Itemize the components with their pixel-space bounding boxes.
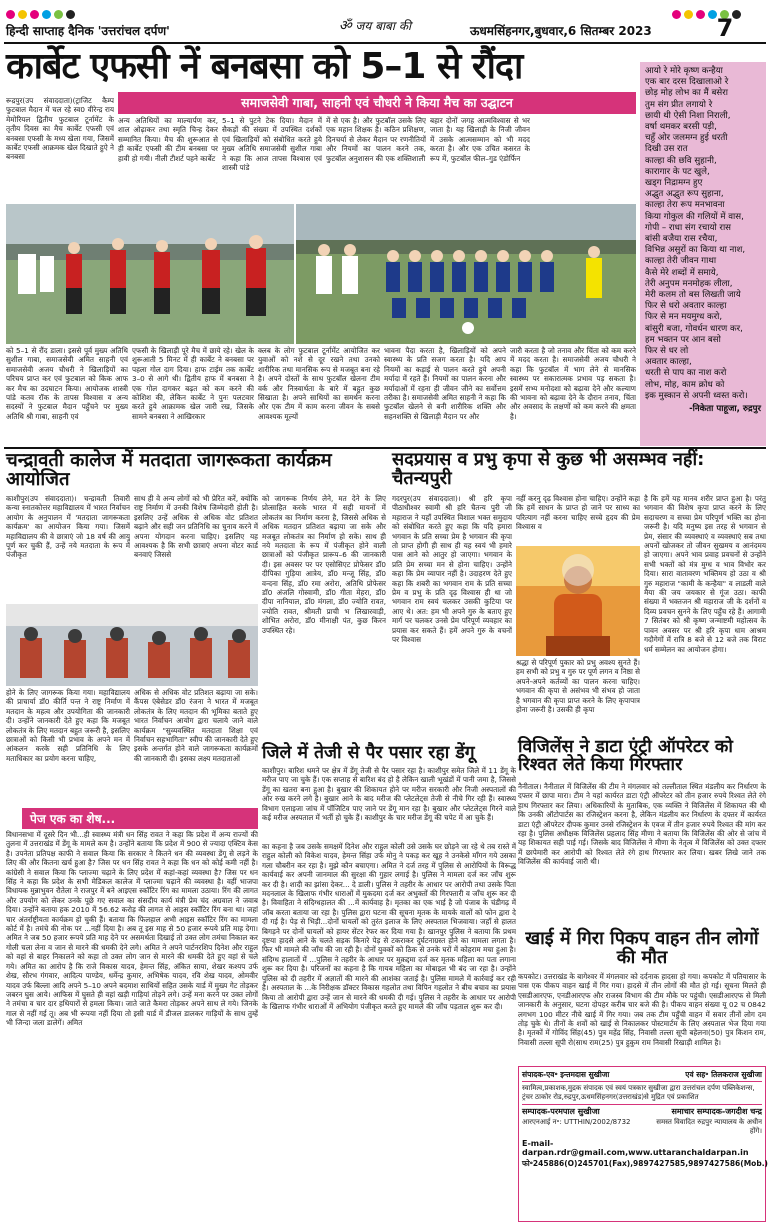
imprint-phone: फो॰245886(O)245701(Fax),9897427585,9897427586(Mob.)	[522, 1159, 768, 1168]
poem-line: कैसे मेरे शब्दों में समाये,	[645, 267, 719, 278]
satprayas-caption: श्रद्धा से परिपूर्ण पुकार को प्रभु अवश्य सुनते हैं। हम सभी को प्रभु व गुरु पर पूर्ण लगन व निष्ठा से अपने-अपने कर्तव्यों का पालन करना चाहिए। भगवान की कृपा से असंभव भी संभव हो जाता है भगवान की कृपा प्राप्त करने के लिए कृपापात्र होना जरूरी है। उसकी ही कृपा	[516, 658, 640, 715]
imprint-desk	[522, 1104, 762, 1116]
lead-col5: बहार दोनों जगह आत्मविश्वास से भर जाता है। यह खिलाड़ी के निजी जीवन में उसके आत्मसम्मान को भी मदद करता है। और एक उचित कसरत के रूप में, फुटबॉल फील–गुड एंडोर्फिन	[430, 116, 530, 163]
imprint-line2: ट्रंचर ठाकोर रोड,रुद्रपुर,ऊधमसिंहनगर(उत्तराखंड)से मुद्रित एवं प्रकाशित	[522, 1093, 699, 1101]
lead-lower2: एफसी के खिलाड़ी पूरे मैच में छाये रहे। खेल के शुरूआती 5 मिनट में ही कार्बेट ने बनबसा पर पहला गोल दाग दिया। हाफ टाईम तक कार्बेट 3–0 से आगे थी। द्वितीय हाफ में बनबसा ने एक गोल दागकर बढ़त को कम करने की कोशिश की, लेकिन कार्बेट ने पुनः पलटवार करते हुये आक्रामक खेल जारी रख, जिसके सामने बनबसा ने आखिरकार	[132, 346, 254, 421]
color-dot	[18, 10, 27, 19]
poem-line: छोड़ मोह लोभ का मैं बसेरा	[645, 88, 728, 99]
chandravati-lower1: होने के लिए जागरूक किया गया। महाविद्यालय की प्राचार्या डॉ0 कीर्ति पन्त ने राष्ट्र निर्माण में मतदान के महत्व और उपयोगिता की जानकारी दी। उन्होंने जानकारी देते हुए कहा कि मजबूत लोकतंत्र के लिए मतदान बहुत जरूरी है, इसलिए छात्राओं को किसी भी प्रभाव के अपने मन में आंकलन करके सही प्रतिनिधि के लिए मताधिकार का प्रयोग करना चाहिए,	[6, 688, 130, 763]
color-dot	[42, 10, 51, 19]
khai-body: कपकोट। उत्तराखंड के बागेश्वर में मंगलवार को दर्दनाक हादसा हो गया। कपकोट में पतियासार के पास एक पीकप वाहन खाई में गिर गया। हादसे में तीन लोगों की मौत हो गई। सूचना मिलते ही एसडीआरएफ, एनडीआरएफ और राजस्व विभाग की टीम मौके पर पहुंची। एसडीआरएफ से मिली जानकारी के अनुसार, घटना दोपहर करीब चार बजे की है। पीकप वाहन संख्या यू 02 च 0842 लगभग 100 मीटर नीचे खाई में गिर गया। जब तक टीम पहुँची वाहन में सवार तीनों लोग दम तोड़ चुके थे। तीनों के शवों को खाई से निकालकर पोस्टमार्टम के लिए अस्पताल भेज दिया गया है। मृतकों में गोविंद सिंह(45) पुत्र महेंद्र सिंह, निवासी तल्ला सूपी बहेलना(50) पुत्र किशन राम, निवासी तल्ला सूपी रो(साथ राम(25) पुत्र हुकुम राम निवासी रिखाड़ी शामिल है।	[518, 972, 766, 1047]
poem-line: फिर से धरो अवतार काल्हा	[645, 301, 727, 312]
lead-col3: 5–1 से पुटने टेक दिया। मैदान में सैकड़ों की संख्या में उपस्थित दर्शकों एवं खिलाड़ियों को संबोधित करते हुये मुख्य अतिथि समाजसेवी सुशील गाबा ने कहा कि आज तापस विश्वास एवं शास्त्री पांडे	[222, 116, 322, 173]
imprint-rni: आरएनआई न॰: UTTHIN/2002/8732	[522, 1118, 631, 1126]
poem-line: अवतार काल्हा,	[645, 357, 692, 368]
chandravati-col2: साथ ही वे अन्य लोगों को भी प्रेरित करें, क्योंकि राष्ट्र निर्माण में उनकी विशेष जिम्मेदारी होती है। इसलिए उन्हें अधिक से अधिक वोट प्रतिशत बढ़ाने और सही जन प्रतिनिधि का चुनाव करने में अपना योगदान करना चाहिए। इसलिए यह आवश्यक है कि सभी छात्राएं अपना वोटर कार्ड बनवाएं जिससे	[134, 494, 258, 560]
poem-line: इक मुस्कान से अपनी ध्वस्त करो।	[645, 390, 748, 401]
imprint-co-editor: एवं सह॰ तिलकराज सुखीजा	[685, 1070, 762, 1079]
poem-box	[640, 62, 766, 446]
imprint-editor: संपादक-एव॰ इन्तमदास सुखीजा	[522, 1070, 610, 1079]
poem-line: किया गोकुल की गलियों में वास,	[645, 211, 744, 222]
satprayas-photo	[516, 546, 640, 656]
poem-line: विभिन्न असुरों का किया था नाश,	[645, 245, 746, 256]
lead-col2: अन्य अतिथियों का माल्यार्पण कर, शाल ओढ़ाकर तथा स्मृति चिन्ह देकर सम्मानित किया। मैच की शुरूआत से ही कार्बेट एफसी की टीम बनबसा पर हावी हो गयी। नीली टीशर्ट पहने कार्बेट	[118, 116, 218, 163]
dengue-headline: जिले में तेजी से पैर पसार रहा डेंगू	[262, 743, 475, 763]
dateline: ऊधमसिंहनगर,बुधवार,6 सितम्बर 2023	[470, 24, 652, 38]
lead-photo-match	[6, 204, 294, 344]
om-icon: ॐ	[338, 18, 352, 34]
poem-line: गोपी – राधा संग रचायो रास	[645, 222, 731, 233]
color-dot	[6, 10, 15, 19]
imprint-box	[518, 1066, 766, 1222]
lower-mid-body: का कहना है जब उसके समक्षमें दिनेश और राहुल कोली उसे उसके घर छोड़ने जा रहे थे तब रास्ते में राहुल कोली को विकेश यादव, हेमन्त सिंहा उर्फ मोनु ने पकड़ कर खूह ने उनकेसे माँगन गये उसका गला चौबरीन कर रहा है। मुझे कौन बचाएगा। अमित ने दर्ज तरह में पुलिस से आरोपियों के विरूद्ध कार्यवाई कर अपनी जानमाल की सुरक्षा की गुहार लगाई है। पुलिस ने मामला दर्ज कर जाँच शुरू कर दी है। शादी का झांसा देकर... दे डाली। पुलिस ने तहरीर के आधार पर आरोपी तथा उसके पिता मदनलाल के खिलाफ गंभीर धाराओं में मुकदमा दर्ज कर अभुक्तों की गिरफ्तारी व जाँच शुरू कर दी है। विवाहिता ने संदिग्धहालत की ...में कार्यवाह है। मृतका का एक भाई है जो पंजाब के चंडीगढ़ में जॉब करता बताया जा रहा है। पुलिस द्वारा घटना की सूचना मृतक के मायके वालों को फोन द्वारा दे दी गई है। पेड़ से भिड़ी...दोनों घायलों को तुरंत इलाज के लिए अस्पताल भिजवाया। जहाँ से हालत बिगड़ने पर दोनों घायलों को हायर सेंटर रेफर कर दिया गया है। खानपुर पुलिस ने बताया कि प्रथम दृष्टया हादसे आने के चलते सड़क किनारे पेड़ से टकराकर दुर्घटनाग्रस्त होने का मामला लगता है। फिर भी मामले की जाँच की जा रही है। दोनों युवकों को ठिक से उनके घरों में कोहराम मचा हुआ है। संदिग्ध हालातों में ...पुलिस ने तहरीर के आधार पर मुक़द्दमा दर्ज कर मृतक महिला का पता लगाना शुरू कर दिया है। परिजनों का कहना है कि गायब महिला का मोबाइल भी बंद जा रहा है। उन्होंने पुलिस को दी तहरीर में अज्ञातों की मारने की आशंका जताई है। पुलिस मामले में कार्रवाई कर रही है। अस्पताल के ...के निरीक्षक डॉक्टर विकास गहलोत तथा विपिन गहलोत ने बीच बचाव का प्रयास किया तो आरोपी द्वारा उन्हें जान से मारने की धमकी दी गई। पुलिस ने तहरीर के आधार पर आरोपी के खिलाफ गंभीर धाराओं में अभियोग पंजीकृत करते हुए मामले की जाँच पड़ताल शुरू कर दी।	[262, 842, 516, 1011]
poem-line: तुम संग प्रीत लगायो रे	[645, 99, 713, 110]
poem-line: बांसी बजैया रास रचैया,	[645, 234, 718, 245]
poem-lines	[645, 66, 761, 402]
khai-headline: खाई में गिरा पिकप वाहन तीन लोगों की मौत	[525, 928, 759, 968]
lead-lower5: जारी करता है जो तनाव और चिंता को कम करने में मदद करता है। समाजसेवी अजय चौधरी ने कहा कि फुटबॉल में भाग लेने से मानसिक स्वास्थ्य पर सकारात्मक प्रभाव पड़ सकता है। इसमें सभ्य मनोदशा को बढ़ावा देने और कल्याण की भावना को बढ़ावा देने के दौरान तनाव, चिंता और अवसाद के लक्षणों को कम करने की क्षमता है।	[510, 346, 636, 421]
imprint-email[interactable]: E-mail-darpan.rdr@gmail.com,www.uttaranchaldarpan.in	[522, 1139, 749, 1157]
poem-line: अद्भुत अद्भुत रूप सुहाना,	[645, 189, 724, 200]
poem-author: -निकेता पाहूजा, रुद्रपुर	[689, 404, 761, 415]
lead-headline: कार्बेट एफसी नें बनबसा को 5–1 से रौंदा	[6, 46, 523, 87]
poem-line: मेरी कलम तो बस लिखती जाये	[645, 290, 741, 301]
poem-line: वर्षा थमकर बरसी पड़ी,	[645, 122, 717, 133]
color-dot	[684, 10, 693, 19]
vigilance-body: नैनीताल। नैनीताल में विजिलेंस की टीम ने मंगलवार को तल्लीताल स्थित मंडलीय कर निर्धारण के दफ्तर में छापा मारा। टीम ने यहां कार्यरत डाटा एंट्री ऑपरेटर को तीन हजार रुपये रिश्वत लेते रंगे हाथ गिरफ्तार कर लिया। अधिकारियों के मुताबिक, एक व्यक्ति ने विजिलेंस में शिकायत की थी कि उनकी ऑटोपार्टस का रजिस्ट्रेशन करना है, लेकिन मंडलीय कर निर्धारण के दफ्तर में कार्यरत डाटा एंट्री ऑपरेटर दीपक कुमार उनसे रजिस्ट्रेशन के एवज में तीन हजार रुपये रिश्वत की मांग कर रहा है। पुलिस अधीक्षक विजिलेंस प्रहलाद सिंह मीणा ने बताया कि विजिलेंस की ओर से जांच में यह शिकायत सही पाई गई। जिसके बाद विजिलेंस ने मीणा के नेतृत्व में विजिलेंस को उक्त दफ्तर में छापेमारी कर आरोपी को रिश्वत लेते रंगे हाथ गिरफ्तार कर लिया। खबर लिखे जाने तक विजिलेंस की कार्यवाई जारी थी।	[518, 782, 766, 867]
lead-col4: में से एक है। और फुटबॉल उसके लिए एक महान शिक्षक है। कठिन प्रशिक्षण, दिनचर्या से लेकर मैदान पर रणनीतियों और नियमों का पालन करने तक, फुटबॉल अनुशासन की एक शक्तिशाली	[326, 116, 426, 163]
color-dot	[672, 10, 681, 19]
poem-line: धरती से पाप का नाश करो	[645, 368, 727, 379]
lead-lower1: को 5–1 से रौंद डाला। इससे पूर्व मुख्य अतिथि सुशील गाबा, समाजसेवी अमित साहनी एवं समाजसेवी अजय चौधरी ने खिलाड़ियों का परिचय प्राप्त कर एवं फुटबाल को किक आफ कर मैच का उदघाटन किया। आयोजक शास्त्री पांडे कतव रॉक के तापस विश्वास व अन्य सदस्यों ने फुटबाल मैदान पहुँचने पर मुख्य अतिथि श्री गाबा, साहनी एवं	[6, 346, 128, 421]
imprint-desk-left: सम्पादक-परमपाल सुखीजा	[522, 1107, 600, 1116]
lead-lower3: क्लब के लोग फुटबाल टूर्नामेंट आयोजित कर युवाओं को नशे से दूर रखने तथा उनको शारीरिक तथा मानसिक रूप से मजबूत बना रहे है। अपने दोस्तों के साथ फुटबॉल खेलना टीम वर्क और निःस्वार्थता के बारे में बहुत कुछ सिखाता है। अपने साथियों का समर्थन करना और एक टीम में काम करना जीवन के सबसे आवश्यक मूल्यों	[258, 346, 380, 421]
chandravati-photo	[6, 604, 258, 686]
page-number: 7	[716, 14, 734, 42]
vigilance-headline: विजिलेंस ने डाटा एंट्री ऑपरेटर को रिश्वत लेते किया गिरफ्तार	[518, 737, 733, 776]
satprayas-col3: है कि हमें यह मानव शरीर प्राप्त हुआ है। परंतु भगवान की विशेष कृपा प्राप्त करने के लिए सदाचरण व सच्चा प्रेम परिपूर्ण भक्ति का होना जरूरी है। यदि मनुष्य इस तरह से भगवान से प्रेम, संसार की व्यवस्थाएं व व्यवस्थाएं सब तथा अपनों खोजकर तो जीवन सुखमय व आनंदमय हो जाएगा। अपने भाव प्रवाह प्रवचनों से उन्होंने सभी भक्तों को मंत्र मुग्ध व भाव विभोर कर दिया। सारा वातावरण भक्तिमय हो उठा व श्री गुरु महाराज "कामी के कन्हैया" व लाडली वाले मैया की जय जयकार से गूंज उठा। काफी संख्या में भक्तजन श्री महाराज जी के दर्शनों व दिव्य प्रवचन सुनने के लिए पहुँच रहे हैं। आगामी 7 सितंबर को श्री कृष्ण जन्माष्टमी महोत्सव के पावन अवसर पर श्री हरि कृपा धाम आश्रम गदौगेगों में रात्रि 8 बजे से 12 बजे तक विराट धर्म सम्मेलन का आयोजन होगा।	[644, 494, 766, 654]
poem-line: दिखी उस रात	[645, 144, 688, 155]
poem-line: तेरी अनुपम मनमोहक लीला,	[645, 278, 733, 289]
poem-line: काल्हा की छवि सुहानी,	[645, 155, 717, 166]
color-dot	[66, 10, 75, 19]
dengue-body: काशीपुर। बारिश थमने पर क्षेत्र में डेंगू तेजी से पैर पसार रहा है। काशीपुर समेत जिले में 11 डेंगू के मरीज पाए जा चुके हैं। एक सप्ताह से बारिश बंद हो है लेकिन खाली भूखंडों में पानी जमा है, जिससे डेंगू का खतरा बना हुआ है। बुखार की शिकायत होने पर मरीज सरकारी और निजी अस्पतालों की ओर रुख करने लगे है। बुखार आने के बाद मरीज की प्लेटलेट्स तेजी से नीचे गिर रही हैं। स्वास्थ्य विभाग एलाइजा जांच में पॉजिटिव पाए जाने पर डेंगू मान रहा है। बुखार और प्लेटलेट्स गिरने वाले कई मरीज अस्पताल में भर्ती हो चुके हैं। काशीपुर के चार मरीज डेंगू की चपेट में आ चुके हैं।	[262, 766, 516, 823]
color-dot	[30, 10, 39, 19]
lead-lower4: भावना पैदा करता है, खिलाड़ियों को अपने स्वास्थ्य के प्रति सजग करता है। यदि आप नियमों का कड़ाई से पालन करते हुये अपनी मर्यादा में रहते हैं। नियमों का पालन करना और मर्यादाओं में रहना ही जीवन जीने का सर्वोत्तम तरीका है। समाजसेवी अमित साहनी ने कहा कि फुटबॉल खेलने से बनी शारीरिक शक्ति और सहनशक्ति से खिलाड़ी मैदान पर और	[384, 346, 506, 421]
poem-line: कारागार के पट खुले,	[645, 166, 710, 177]
motto	[300, 16, 450, 42]
imprint-line1: स्वामित्व,प्रकाशक,मुद्रक संपादक एवं स्वयं पत्रकार सुखीजा द्वारा उत्तरांचल दर्पण पब्लिकेशन्स,	[522, 1081, 762, 1093]
poem-line: हम भक्तन पर आन बसो	[645, 334, 721, 345]
color-dots-left	[6, 4, 78, 23]
motto-text: जय बाबा की	[355, 19, 412, 33]
imprint-desk-right: समाचार सम्पादक-जगदीश चन्द्र	[671, 1107, 762, 1116]
imprint-rni-row	[522, 1118, 762, 1136]
poem-line: लोभ, मोह, काम क्रोध को	[645, 379, 725, 390]
satprayas-headline: सदप्रयास व प्रभु कृपा से कुछ भी असम्भव नहीं: चैतन्यपुरी	[392, 449, 705, 489]
chandravati-headline: चन्द्रावती कालेज में मतदाता जागरूकता कार्यक्रम आयोजित	[6, 450, 332, 491]
poem-line: चहुँ ओर जलमग्न हुई धरती	[645, 133, 728, 144]
poem-line: बांसुरी बजा, गोवर्धन धारण कर,	[645, 323, 743, 334]
poem-line: खड्ग निद्रामग्न हुए	[645, 178, 703, 189]
poem-line: आयो रे मोरे कृष्ण कन्हैया	[645, 66, 723, 76]
pej-body: विधानसभा में दूसरे दिन भी...ही स्वास्थ्य मंत्री धन सिंह रावत ने कहा कि प्रदेश में अन्य राज्यों की तुलना में उत्तराखंड में डेंगू के मामले कम है। उन्होंने बताया कि प्रदेश में 900 से ज्यादा एक्टिव केस है। उपनेता प्रतिपक्ष काफी ने सवाल किया कि सरकार ने कितने धन की व्यवस्था डेंगू से लड़ने के लिए की और कितना खर्च हुआ है? जिस पर धन सिंह रावत ने कहा कि धन को कोई कमी नहीं है। कांग्रेसी ने सवाल किया कि प्लाज्मा चढ़ाने के लिए प्रदेश में कहां-कहां व्यवस्था है? जिस पर धन सिंह ने कहा कि प्रदेश के सभी मेडिकल कालेज में प्लाज्मा चढ़ाने की व्यवस्था है। वहीं भाजपा विधायक मुन्नाभुवन रौतेला ने राजपुर में बने आइएस स्कॉटिर रिंग का मामला उठाया। रिंग की लागत और उपयोग को लेकर उनके पूछे गए सवाल का संसदीय कार्य मंत्री प्रेम चंद अग्रवाल ने जवाब दिया। उन्होंने बताया हक 2010 में 56.62 करोड़ की लागत से आइस स्कॉटिर रिंग बना था। जहां चार अंतर्राष्ट्रीयता कार्यक्रम हो चुकी हैं। बताया कि फिलहाल अभी आइस स्कॉटिर रिंग का मामला कोर्ट में है। तमंचे की नोक पर ...नहीं दिया है। अब तू इस माह से 50 हजार रूपये प्रति माह देगा। अमित ने जब 50 हजार रूपये प्रति माह देने पर असमर्थता दिखाई तो उक्त लोग तमंचा निकाल कर गोली चला लेना व जान से मारने की धमकी देने लगे। अमित ने अपने पार्टनरशिप दिनेश और राहुल को वहां से बाहर निकालने को कहा तो उक्त लोग जान से मारने की धमकी देते हुए वहां से चले गये। अमित का आरोप है कि राजे विकास यादव, हेमन्त सिंह, अंकित साया, शेखर कश्यप उर्फ शेख, सौरभ गंगवार, आदित्य पाण्डेय, धर्मेन्द्र कुमार, अभिषेक यादव, रवि शेख यादव, ओमवीर यादव उर्फ बिल्ला आदि अपने 5–10 अपने बदमाश साथियों सहित उसके यार्ड में मुख्य गेट तोड़कर जबरन घुस आये। आफिस में घुसते ही वहां खड़ी गाड़ियां तोड़ने लगे। उन्हें मना करने पर उक्त लोगों ने तमंचा व चार दार हथियारों से हमला किया। जाते जाते कैमरा तोड़कर अपने साथ ले गये। जिनके गाल से नहीं गई तू। अब भी रूपया नहीं दिया तो इसी यार्ड में डीजल डालकर गाड़ियों के साथ तुम्हें भी जिन्दा जला डालेगें। अमित	[6, 830, 258, 1028]
poem-line: काल्हा तेरी जीवन गाथा	[645, 256, 717, 267]
satprayas-col1: गदरपुर(उप संवाददाता)। श्री हरि कृपा पीठाधीश्वर स्वामी श्री हरि चैतन्य पुरी जी महाराज ने यहाँ उपस्थित विशाल भक्त समुदाय को संबोधित करते हुए कहा कि यदि हमारा भगवान के प्रति सच्चा प्रेम है भगवान की कृपा तो प्राप्त होगी ही साथ ही यह स्वयं भी हमारे पास आने को आतुर हो जाएगा। भगवान के प्रति प्रेम सच्चा मन से होना चाहिए। उन्होंने कहा कि प्रेम व्यापार नहीं है। उदाहरण देते हुए कहा कि शबरी का भगवान राम के प्रति सच्चा प्रेम व प्रभु के प्रति दृढ़ विश्वास ही था जो भगवान राम स्वयं चलकर उसकी कुटिया पर आए थे। अत: हम भी अपने गुरु के बताए हुए मार्ग पर चलकर उनसे प्रेम परिपूर्ण व्यवहार का प्रयास कर सकते हैं। हमें अपने गुरु के वचनों पर विश्वास	[392, 494, 512, 645]
poem-line: एक बार दरस दिखालाओ रे	[645, 77, 729, 88]
chandravati-col1: काशीपुर(उप संवाददाता)। चन्द्रावती तिवारी कन्या स्नातकोत्तर महाविद्यालय में भारत निर्वाचन आयोग के अनुपालन में 'मतदाता जागरूकता कार्यक्रम' का आयोजन किया गया। जिसमें महाविद्यालय की वे छात्राएं जो 18 वर्ष की आयु पूर्ण कर चुकी हैं, उन्हें नये मतदाता के रूप में पंजीकृत	[6, 494, 130, 560]
poem-line: काल्हा तेरा रूप मनभावना	[645, 200, 725, 211]
imprint-rni-note: समस्त विवादित रुद्रपुर न्यायालय के अधीन होंगे।	[656, 1118, 762, 1135]
poem-line: फिर से मन मयमुग्ध करो,	[645, 312, 723, 323]
satprayas-col2: नहीं करनु दृढ़ विश्वास होना चाहिए। उन्होंने कहा कि हमें साधन के प्राप्त हो जाने पर साध्य का परित्याग नहीं करना चाहिए सच्चे हृदय की प्रेम विश्वास व	[516, 494, 640, 532]
chandravati-col3: को जागरूक निर्णय लेने, मत देने के लिए प्रोत्साहित करके भारत में सही मायनों में लोकतंत्र का निर्माण करना है, जिससे अधिक से अधिक मतदान प्रतिशत बढ़ाया जा सके और मजबूत लोकतंत्र का निर्माण हो सके। साथ ही नये मतदाता के रूप में पंजीकृत होने वाली छात्राओं को पंजीकृत प्रारूप–6 की जानकारी दी। इस अवसर पर पर एसोसिएट प्रोफेसर डॉ0 दीपिका गुड़िया आत्रेय, डॉ0 मन्जू सिंह, डॉ0 वन्दना सिंह, डॉ0 रमा अरोरा, अतिथि प्रोफेसर डॉ0 अंजलि गोस्वामी, डॉ0 गीता मेहरा, डॉ0 दीपा नानियाल, डॉ0 मंगला, डॉ0 ज्योति रावत, ज्योति रावत, श्रीमती प्राची भ लिखारवाड़ी, शोभित अरोरा, डॉ0 मीनाक्षी पंत, कुछ किरन उपस्थित रहे।	[262, 494, 386, 635]
header-rule	[4, 42, 766, 44]
lead-col1: रूद्रपुर(उप संवाददाता)(ट्राजिट कैम्प फुटबाल मैदान में चल रहे स्व0 वीरेन्द्र राय मेमोरियल द्वितीय फुटबाल टूर्नामेंट के तृतीय दिवस का मैच कार्बेट एफसी एवं बनबसा एफसी के मध्य खेला गया, जिसमें कार्बेट एफसी आक्रमक खेल दिखाते हुऐ ने बनबसा	[6, 96, 114, 162]
lead-deck: समाजसेवी गाबा, साहनी एवं चौधरी ने किया मैच का उद्घाटन	[118, 92, 636, 114]
pej-label: पेज एक का शेष...	[22, 808, 258, 829]
imprint-editors	[522, 1070, 762, 1079]
color-dot	[54, 10, 63, 19]
publication-name: हिन्दी साप्ताह दैनिक 'उत्तरांचल दर्पण'	[6, 24, 170, 38]
poem-line: छायी थी ऐसी निशा निराली,	[645, 110, 731, 121]
poem-line: फिर से धर लो	[645, 346, 689, 357]
lead-photo-team	[296, 204, 636, 344]
chandravati-lower2: अधिक से अधिक वोट प्रतिशत बढ़ाया जा सके। कैंपस एंबेसेडर डॉ0 रंजना ने भारत में मजबूत लोकतंत्र के लिए मतदान की भूमिका बताते हुए भारत निर्वाचन आयोग द्वारा चलाये जाने वाले कार्यक्रम "सुव्यवस्थित मतदाता शिक्षा एवं निर्वाचन सहभागिता" स्वीप की जानकारी देते हुए इसके अन्तर्गत होने वाले जागरूकता कार्यक्रमों की जानकारी दी। इसका लक्ष्य मतदाताओं	[134, 688, 258, 763]
